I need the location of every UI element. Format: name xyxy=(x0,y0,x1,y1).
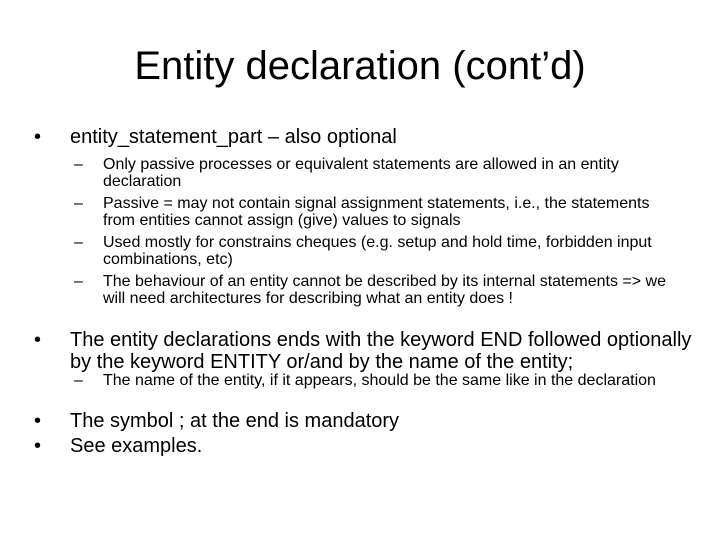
dash-marker: – xyxy=(74,372,83,389)
sub-bullet-text: The behaviour of an entity cannot be described by its internal statements => we will need architectures for describing what an entity does ! xyxy=(103,273,666,307)
dash-marker: – xyxy=(74,195,83,212)
sub-bullet-item xyxy=(74,234,684,268)
sub-bullet-item xyxy=(74,273,684,307)
bullet-item xyxy=(34,329,694,373)
bullet-text: The entity declarations ends with the keyword END followed optionally by the keyword ENTITY or/and by the name of the entity; xyxy=(70,329,692,373)
slide-title: Entity declaration (cont’d) xyxy=(134,44,586,88)
sub-bullet-item xyxy=(74,195,684,229)
sub-bullet-item xyxy=(74,372,684,389)
bullet-item xyxy=(34,435,694,457)
sub-bullet-text: Only passive processes or equivalent statements are allowed in an entity declaration xyxy=(103,156,619,190)
bullet-text: See examples. xyxy=(70,435,203,457)
bullet-item xyxy=(34,410,694,432)
sub-bullet-item xyxy=(74,156,684,190)
bullet-item xyxy=(34,126,694,148)
dash-marker: – xyxy=(74,234,83,251)
bullet-text: The symbol ; at the end is mandatory xyxy=(70,410,400,432)
sub-bullet-text: The name of the entity, if it appears, should be the same like in the declaration xyxy=(103,372,656,389)
bullet-marker: • xyxy=(34,435,42,457)
bullet-text: entity_statement_part – also optional xyxy=(70,126,397,148)
sub-bullet-text: Passive = may not contain signal assignment statements, i.e., the statements from entities cannot assign (give) values to signals xyxy=(103,195,650,229)
dash-marker: – xyxy=(74,156,83,173)
dash-marker: – xyxy=(74,273,83,290)
sub-bullet-text: Used mostly for constrains cheques (e.g. setup and hold time, forbidden input combinations, etc) xyxy=(103,234,652,268)
bullet-marker: • xyxy=(34,329,42,351)
bullet-marker: • xyxy=(34,126,42,148)
bullet-marker: • xyxy=(34,410,42,432)
